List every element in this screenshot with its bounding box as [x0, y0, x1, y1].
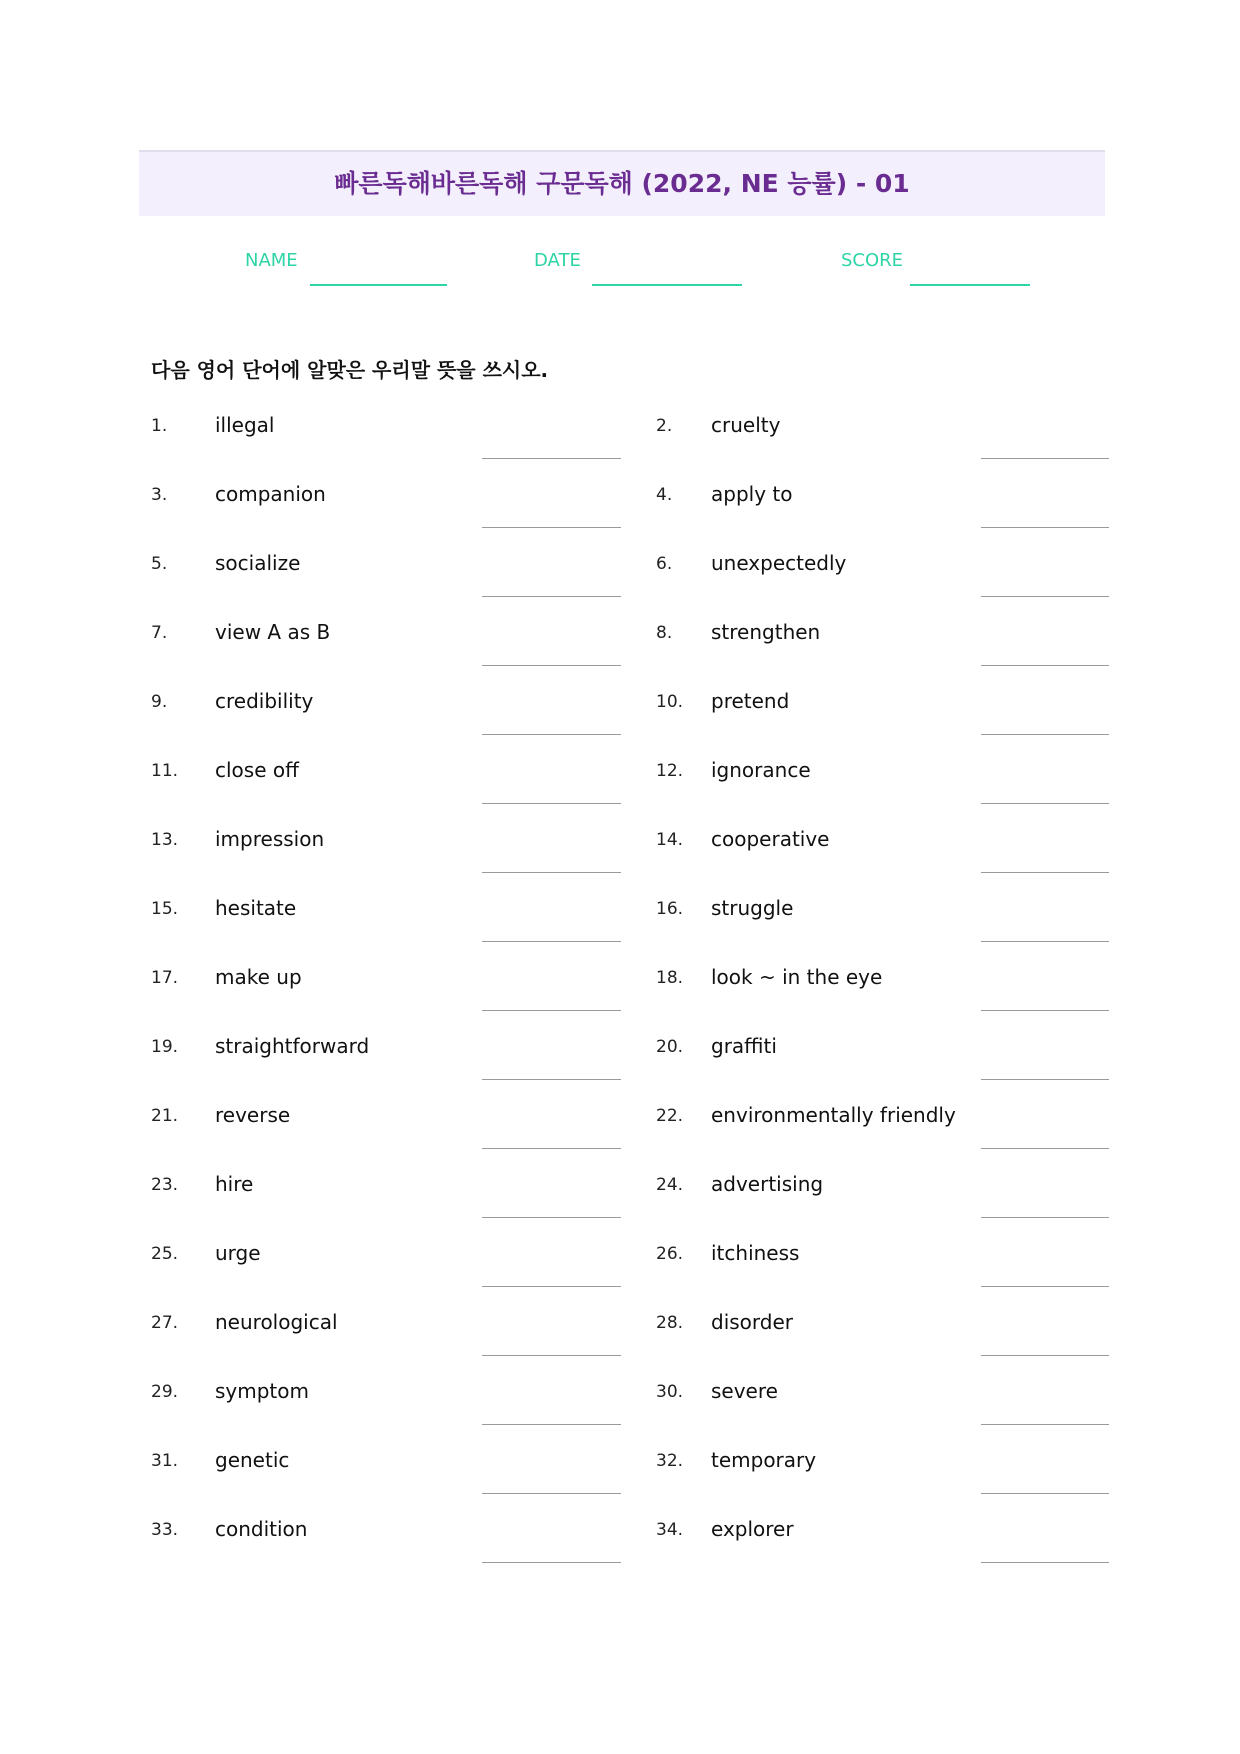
vocab-item	[656, 546, 1076, 586]
item-word: hesitate	[215, 896, 297, 920]
answer-line[interactable]	[981, 1217, 1109, 1218]
item-number: 30.	[656, 1382, 684, 1402]
vocab-item	[151, 822, 571, 862]
answer-line[interactable]	[482, 1493, 621, 1494]
item-number: 4.	[656, 485, 673, 505]
vocab-item	[656, 477, 1076, 517]
vocab-item	[656, 960, 1076, 1000]
answer-line[interactable]	[981, 665, 1109, 666]
vocab-item	[656, 684, 1076, 724]
item-word: companion	[215, 482, 326, 506]
vocab-item	[656, 1236, 1076, 1276]
item-number: 10.	[656, 692, 684, 712]
item-number: 3.	[151, 485, 168, 505]
item-number: 25.	[151, 1244, 179, 1264]
item-word: graffiti	[711, 1034, 777, 1058]
item-word: credibility	[215, 689, 314, 713]
answer-line[interactable]	[482, 1079, 621, 1080]
date-label: DATE	[534, 250, 581, 271]
answer-line[interactable]	[981, 1355, 1109, 1356]
vocab-item	[151, 1512, 571, 1552]
item-number: 13.	[151, 830, 179, 850]
vocab-item	[151, 960, 571, 1000]
answer-line[interactable]	[482, 872, 621, 873]
vocab-item	[151, 1236, 571, 1276]
vocab-item	[656, 1305, 1076, 1345]
item-number: 19.	[151, 1037, 179, 1057]
vocab-item	[656, 1098, 1076, 1138]
item-word: cooperative	[711, 827, 830, 851]
item-word: impression	[215, 827, 325, 851]
item-word: symptom	[215, 1379, 309, 1403]
item-number: 6.	[656, 554, 673, 574]
item-word: struggle	[711, 896, 794, 920]
item-word: ignorance	[711, 758, 811, 782]
vocab-item	[151, 408, 571, 448]
item-number: 32.	[656, 1451, 684, 1471]
item-number: 18.	[656, 968, 684, 988]
item-number: 9.	[151, 692, 168, 712]
vocab-item	[656, 1512, 1076, 1552]
answer-line[interactable]	[482, 458, 621, 459]
vocab-item	[151, 684, 571, 724]
vocab-item	[656, 822, 1076, 862]
answer-line[interactable]	[482, 596, 621, 597]
answer-line[interactable]	[482, 1562, 621, 1563]
answer-line[interactable]	[482, 734, 621, 735]
vocab-item	[151, 477, 571, 517]
vocab-item	[656, 753, 1076, 793]
answer-line[interactable]	[981, 1493, 1109, 1494]
item-word: reverse	[215, 1103, 291, 1127]
answer-line[interactable]	[981, 803, 1109, 804]
item-word: urge	[215, 1241, 261, 1265]
item-word: hire	[215, 1172, 254, 1196]
item-number: 15.	[151, 899, 179, 919]
item-number: 29.	[151, 1382, 179, 1402]
item-word: explorer	[711, 1517, 794, 1541]
item-number: 22.	[656, 1106, 684, 1126]
item-number: 31.	[151, 1451, 179, 1471]
item-number: 28.	[656, 1313, 684, 1333]
item-word: itchiness	[711, 1241, 800, 1265]
vocab-item	[151, 1098, 571, 1138]
name-label: NAME	[245, 250, 298, 271]
item-word: pretend	[711, 689, 790, 713]
item-number: 11.	[151, 761, 179, 781]
item-number: 12.	[656, 761, 684, 781]
vocab-item	[151, 891, 571, 931]
item-word: strengthen	[711, 620, 821, 644]
answer-line[interactable]	[981, 1079, 1109, 1080]
item-word: unexpectedly	[711, 551, 847, 575]
item-number: 2.	[656, 416, 673, 436]
answer-line[interactable]	[482, 1010, 621, 1011]
vocab-item	[656, 1029, 1076, 1069]
item-number: 33.	[151, 1520, 179, 1540]
item-number: 1.	[151, 416, 168, 436]
item-number: 17.	[151, 968, 179, 988]
item-word: close off	[215, 758, 299, 782]
vocab-item	[151, 1443, 571, 1483]
score-label: SCORE	[841, 250, 904, 271]
score-field[interactable]	[910, 284, 1030, 286]
item-number: 21.	[151, 1106, 179, 1126]
title-bar	[139, 150, 1105, 216]
item-word: socialize	[215, 551, 301, 575]
answer-line[interactable]	[482, 941, 621, 942]
vocab-item	[151, 1305, 571, 1345]
answer-line[interactable]	[482, 1355, 621, 1356]
item-number: 14.	[656, 830, 684, 850]
vocab-item	[656, 1443, 1076, 1483]
item-word: environmentally friendly	[711, 1103, 956, 1127]
item-number: 7.	[151, 623, 168, 643]
item-number: 34.	[656, 1520, 684, 1540]
answer-line[interactable]	[482, 527, 621, 528]
answer-line[interactable]	[482, 1286, 621, 1287]
item-number: 27.	[151, 1313, 179, 1333]
vocab-item	[151, 1029, 571, 1069]
vocab-item	[151, 753, 571, 793]
answer-line[interactable]	[482, 1424, 621, 1425]
answer-line[interactable]	[482, 803, 621, 804]
item-number: 8.	[656, 623, 673, 643]
item-word: severe	[711, 1379, 778, 1403]
item-number: 20.	[656, 1037, 684, 1057]
answer-line[interactable]	[981, 1562, 1109, 1563]
item-word: cruelty	[711, 413, 781, 437]
answer-line[interactable]	[981, 1286, 1109, 1287]
date-field[interactable]	[592, 284, 742, 286]
item-word: neurological	[215, 1310, 338, 1334]
answer-line[interactable]	[981, 1424, 1109, 1425]
vocab-item	[151, 1167, 571, 1207]
item-number: 26.	[656, 1244, 684, 1264]
vocab-item	[151, 546, 571, 586]
item-word: make up	[215, 965, 302, 989]
answer-line[interactable]	[482, 665, 621, 666]
answer-line[interactable]	[981, 1148, 1109, 1149]
item-word: condition	[215, 1517, 308, 1541]
answer-line[interactable]	[981, 872, 1109, 873]
vocab-item	[151, 1374, 571, 1414]
answer-line[interactable]	[482, 1217, 621, 1218]
vocab-item	[151, 615, 571, 655]
item-number: 23.	[151, 1175, 179, 1195]
vocab-item	[656, 891, 1076, 931]
vocab-item	[656, 1374, 1076, 1414]
item-word: look ~ in the eye	[711, 965, 883, 989]
answer-line[interactable]	[981, 596, 1109, 597]
answer-line[interactable]	[981, 734, 1109, 735]
page-title: 빠른독해바른독해 구문독해 (2022, NE 능률) - 01	[334, 169, 910, 198]
answer-line[interactable]	[981, 527, 1109, 528]
vocab-item	[656, 615, 1076, 655]
vocab-item	[656, 408, 1076, 448]
item-word: genetic	[215, 1448, 290, 1472]
item-number: 24.	[656, 1175, 684, 1195]
item-word: disorder	[711, 1310, 794, 1334]
answer-line[interactable]	[981, 458, 1109, 459]
answer-line[interactable]	[482, 1148, 621, 1149]
item-word: illegal	[215, 413, 275, 437]
item-word: advertising	[711, 1172, 824, 1196]
item-word: straightforward	[215, 1034, 370, 1058]
item-number: 5.	[151, 554, 168, 574]
vocab-item	[656, 1167, 1076, 1207]
item-number: 16.	[656, 899, 684, 919]
instruction-text: 다음 영어 단어에 알맞은 우리말 뜻을 쓰시오.	[151, 358, 549, 382]
name-field[interactable]	[310, 284, 447, 286]
answer-line[interactable]	[981, 941, 1109, 942]
item-word: temporary	[711, 1448, 817, 1472]
item-word: view A as B	[215, 620, 331, 644]
answer-line[interactable]	[981, 1010, 1109, 1011]
item-word: apply to	[711, 482, 793, 506]
